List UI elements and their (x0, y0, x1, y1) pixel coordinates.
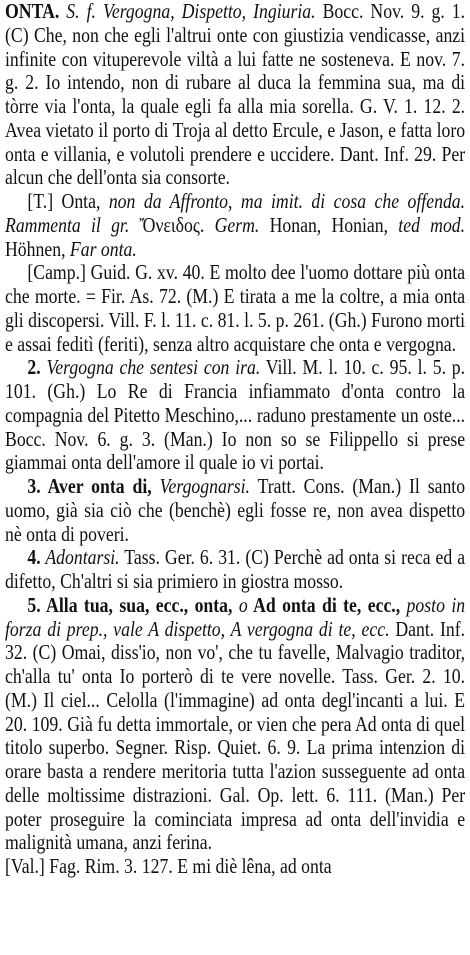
note-tag: [T.] (27, 191, 54, 213)
headword: ONTA. (5, 1, 60, 23)
sense-text-2: Fag. Rim. 3. 127. E mi diè lêna, ad onta (44, 856, 332, 878)
sense-head-2: Ad onta di te, ecc., (247, 594, 401, 617)
sense-label: Vergognarsi. (151, 476, 250, 498)
sense-number: 2. (27, 357, 41, 380)
sense-number: 4. (27, 547, 41, 570)
sense-text: Tass. Ger. 6. 31. (C) Perchè ad onta si reca ed a difetto, Ch'altri si sia primiero in giostra mosso. (5, 547, 466, 593)
page-text (5, 1, 465, 880)
sense-5 (5, 595, 465, 880)
sense-label: Adontarsi. (40, 547, 120, 570)
sense-4 (5, 547, 465, 595)
gender: S. f. (66, 1, 96, 23)
germ-label: Germ. (204, 214, 260, 237)
camp-text: Guid. G. xv. 40. E molto dee l'uomo dottare più onta che morte. = Fir. As. 72. (M.) E tirata a me la coltre, a mia onta gli discopersi. Vill. F. l. 11. c. 81. l. 5. p. 261. (Gh.) Furono morti e assai feditì (feriti), senza altro acquistare che onta e vergogna. (5, 262, 466, 356)
sense-head: Aver onta di, (40, 476, 152, 498)
entry-paragraph (5, 1, 465, 191)
sense-text: Vill. M. l. 10. c. 95. l. 5. p. 101. (Gh.) Lo Re di Francia infiammato d'onta contro la compagnia del Pitetto Meschino,... raduno prestamente un oste... Bocc. Nov. 6. g. 3. (Man.) Io non so se Filippello si prese giammai onta dell'amore il quale io vi portai. (5, 357, 466, 475)
sense-number: 3. (27, 476, 41, 498)
sense-head: Alla tua, sua, ecc., onta, (40, 594, 233, 617)
sense-text: Tratt. Cons. (Man.) Il santo uomo, già sia ciò che (benchè) egli fosse re, non avea dispetto nè onta di poveri. (5, 476, 466, 546)
camp-tag: [Camp.] (27, 262, 86, 285)
greek-word: Ὄνειδος. (129, 214, 205, 237)
note-text: non da Affronto, ma imit. di cosa che offenda. Rammenta il gr. (5, 191, 466, 237)
val-tag: [Val.] (5, 856, 45, 878)
sense-text: Bocc. Nov. 9. g. 1. (C) Che, non che egli l'altrui onte con giustizia vendicasse, anzi infinite con vituperevole viltà a lui fatte ne sosteneva. E nov. 7. g. 2. Io intendo, non di rubare al duca la femmina sua, ma di tòrre via l'onta, la quale egli fa alla mia sorella. G. V. 1. 12. 2. Avea vietato il porto di Troja al detto Ercule, e Jason, e fatta loro onta e villania, e volutoli prendere e uccidere. Dant. Inf. 29. Per alcun che dell'onta sia consorte. (5, 1, 466, 190)
sense-text: Dant. Inf. 32. (C) Omai, diss'io, non vo', che tu favelle, Malvagio traditor, ch'alla tu' onta Io porterò di te vere novelle. Tass. Ger. 2. 10. (M.) Il ciel... Celolla (l'immagine) ad onta degl'incanti a lui. E 20. 109. Già fu detta immortale, or vien che pera Ad onta di quel titolo superbo. Segner. Risp. Quiet. 6. 9. La prima intenzion di orare basta a rendere meritoria tutta l'azion susseguente ad onta delle moltissime distrazioni. Gal. Op. lett. 6. 111. (Man.) Per poter proseguire la cominciata impresa ad onta dell'invidia e malignità umana, anzi ferina. (5, 618, 466, 855)
note-word: Onta, (61, 191, 101, 213)
sense-label: posto in forza di prep., vale A dispetto, A vergogna di te, ecc. (5, 594, 466, 641)
note-camp-paragraph (5, 262, 465, 357)
sense-or: o (232, 594, 248, 617)
note-text-2: Honan, Honian, (259, 214, 389, 237)
sense-2 (5, 357, 465, 476)
far-onta: Far onta. (65, 238, 137, 261)
definition: Vergogna, Dispetto, Ingiuria. (102, 1, 316, 23)
dictionary-page (5, 1, 466, 880)
sense-label: Vergogna che sentesi con ira. (40, 357, 261, 380)
note-t-paragraph (5, 191, 465, 262)
ted-label: ted mod. (388, 214, 466, 237)
sense-number: 5. (27, 594, 41, 617)
sense-3 (5, 476, 465, 547)
note-text-3: Höhnen, (5, 238, 66, 261)
